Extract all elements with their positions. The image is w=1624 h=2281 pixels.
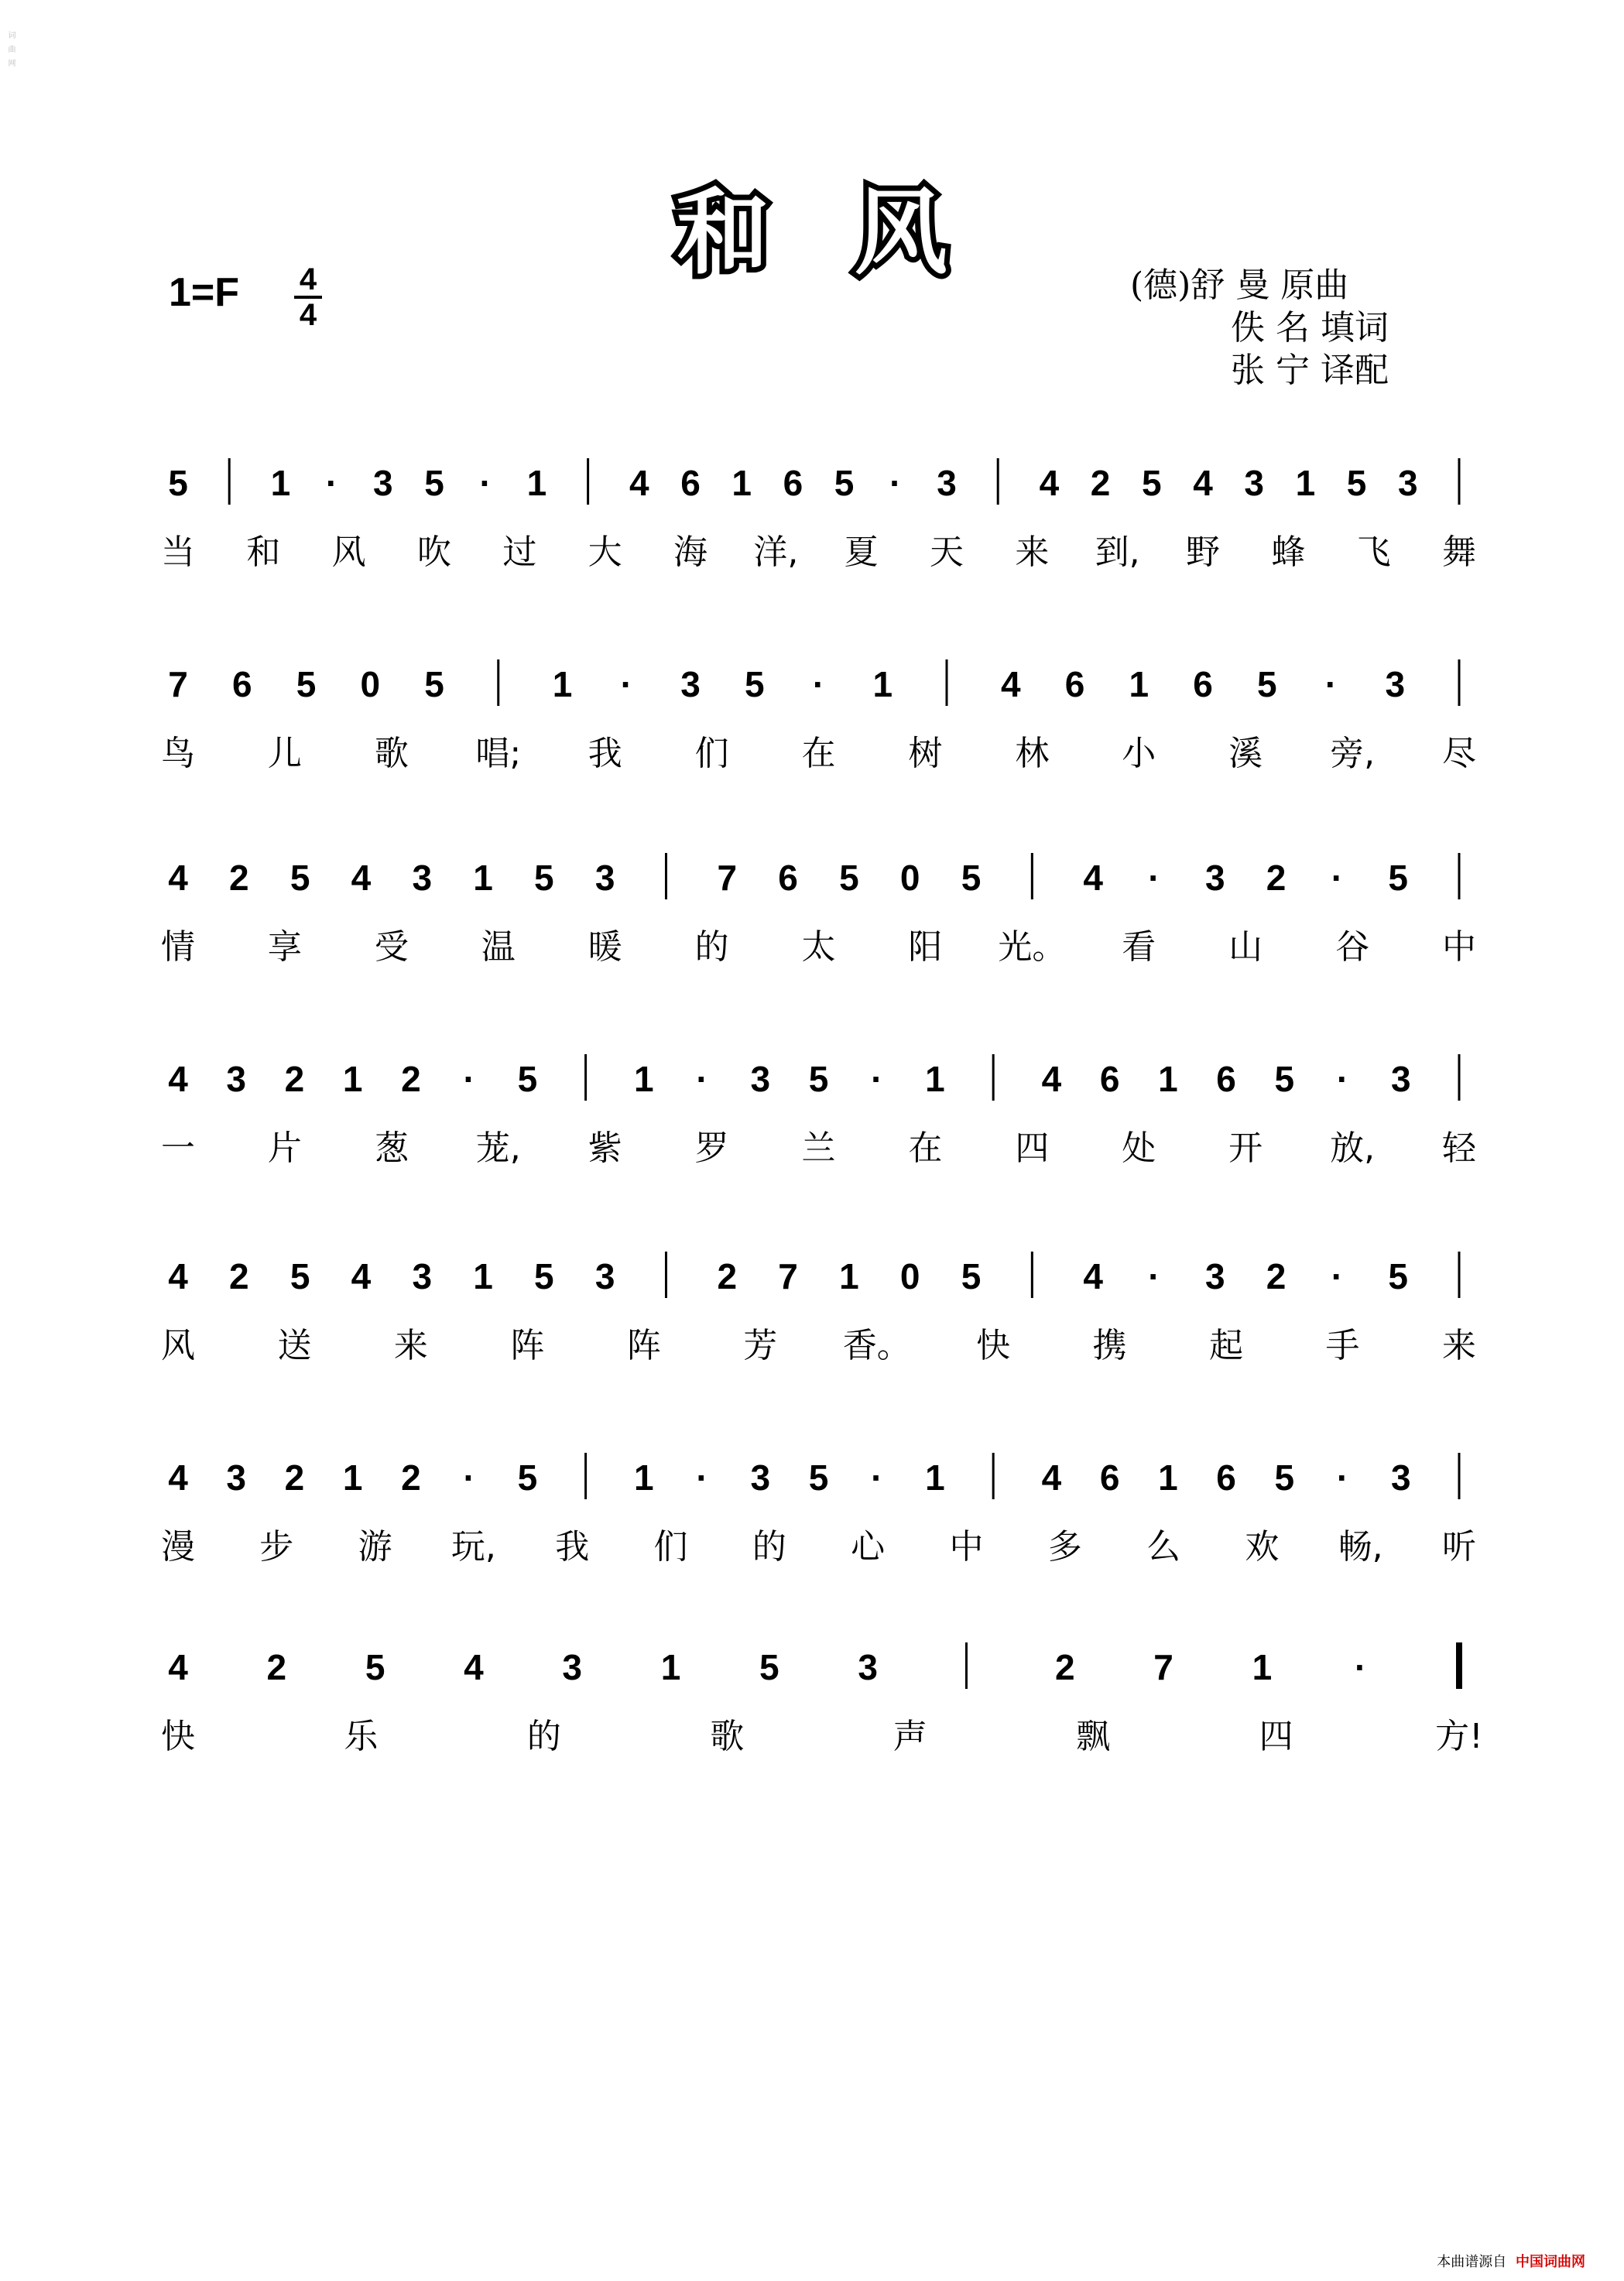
dot-mark: · <box>463 1059 475 1099</box>
note: 5 <box>1142 463 1162 503</box>
note: 6 <box>680 463 701 503</box>
lyric: 温 <box>481 927 516 967</box>
note: 6 <box>231 664 252 704</box>
lyric: 蜂 <box>1271 533 1306 572</box>
page-title: 和风 <box>677 180 1033 287</box>
note: 5 <box>365 1647 385 1687</box>
note: 5 <box>424 463 444 503</box>
lyric: 情 <box>161 927 195 967</box>
lyric: 阵 <box>510 1326 545 1365</box>
dot-mark: · <box>1331 1256 1344 1296</box>
note: 1 <box>1252 1647 1273 1687</box>
note: 2 <box>1266 858 1287 898</box>
lyric: 携 <box>1092 1326 1127 1365</box>
note: 3 <box>1385 664 1406 704</box>
note: 5 <box>534 1256 554 1296</box>
note: 3 <box>937 463 957 503</box>
lyric: 大 <box>588 533 622 572</box>
lyric: 受 <box>374 927 409 967</box>
note: 7 <box>1153 1647 1173 1687</box>
lyric: 飞 <box>1356 533 1391 572</box>
note: 4 <box>168 1457 188 1498</box>
note: 3 <box>226 1059 247 1099</box>
lyric: 风 <box>161 1326 195 1365</box>
dot-mark: · <box>889 463 902 503</box>
note: 1 <box>526 463 547 503</box>
dot-mark: · <box>871 1059 883 1099</box>
lyric: 手 <box>1325 1326 1360 1365</box>
lyric: 紫 <box>588 1129 622 1168</box>
lyric: 歌 <box>710 1717 745 1756</box>
lyric: 多 <box>1047 1527 1082 1567</box>
note: 7 <box>168 664 188 704</box>
note: 5 <box>424 664 444 704</box>
note: 1 <box>342 1059 363 1099</box>
note: 1 <box>634 1059 654 1099</box>
lyric: 送 <box>277 1326 312 1365</box>
dot-mark: · <box>1148 1256 1160 1296</box>
lyric: 么 <box>1146 1527 1181 1567</box>
lyric: 夏 <box>844 533 879 572</box>
lyric: 快 <box>976 1326 1011 1365</box>
source-stamp <box>1432 2251 1585 2271</box>
lyric: 我 <box>588 734 622 773</box>
note: 4 <box>168 858 188 898</box>
lyric: 歌 <box>374 734 409 773</box>
lyric: 放, <box>1330 1129 1376 1168</box>
note: 3 <box>750 1457 771 1498</box>
lyric: 林 <box>1015 734 1050 773</box>
note: 5 <box>839 858 859 898</box>
lyric: 游 <box>358 1527 392 1567</box>
note: 3 <box>412 858 433 898</box>
dot-mark: · <box>812 664 825 704</box>
note: 4 <box>351 1256 372 1296</box>
source-note: 本曲谱源自 <box>1437 2254 1507 2270</box>
note: 2 <box>1266 1256 1287 1296</box>
note: 5 <box>290 858 310 898</box>
lyric: 飘 <box>1076 1717 1111 1756</box>
note: 6 <box>778 858 798 898</box>
note: 4 <box>1000 664 1021 704</box>
lyric: 们 <box>694 734 729 773</box>
note: 1 <box>1295 463 1316 503</box>
note: 4 <box>168 1059 188 1099</box>
lyric: 和 <box>246 533 281 572</box>
note: 2 <box>229 858 249 898</box>
note: 5 <box>1274 1059 1295 1099</box>
lyric: 中 <box>949 1527 984 1567</box>
source-site: 中国词曲网 <box>1516 2254 1585 2270</box>
lyric: 享 <box>267 927 302 967</box>
note: 5 <box>290 1256 310 1296</box>
note: 5 <box>517 1457 538 1498</box>
note: 5 <box>1274 1457 1295 1498</box>
note: 6 <box>1216 1059 1236 1099</box>
dot-mark: · <box>1355 1647 1367 1687</box>
lyric: 光。 <box>998 927 1067 967</box>
lyric: 看 <box>1122 927 1156 967</box>
note: 3 <box>1390 1457 1411 1498</box>
lyric: 暖 <box>588 927 622 967</box>
note: 5 <box>961 858 982 898</box>
lyric: 的 <box>526 1717 561 1756</box>
lyric: 声 <box>893 1717 927 1756</box>
note: 6 <box>1099 1059 1120 1099</box>
note: 5 <box>961 1256 982 1296</box>
credit-composer: (德)舒 曼 原曲 <box>1130 265 1349 305</box>
note: 5 <box>1388 1256 1408 1296</box>
note: 6 <box>783 463 803 503</box>
lyric: 溪 <box>1228 734 1263 773</box>
lyric: 开 <box>1228 1129 1263 1168</box>
note: 4 <box>629 463 649 503</box>
dot-mark: · <box>1336 1457 1349 1498</box>
lyric: 风 <box>331 533 366 572</box>
lyric: 兰 <box>801 1129 836 1168</box>
note: 7 <box>778 1256 798 1296</box>
note: 6 <box>1193 664 1213 704</box>
lyric: 树 <box>908 734 943 773</box>
note: 1 <box>839 1256 859 1296</box>
note: 2 <box>284 1457 305 1498</box>
lyric: 小 <box>1122 734 1156 773</box>
note: 1 <box>270 463 291 503</box>
lyric: 来 <box>393 1326 428 1365</box>
lyric: 葱 <box>374 1129 409 1168</box>
note: 0 <box>899 858 920 898</box>
lyric: 茏, <box>475 1129 521 1168</box>
note: 4 <box>168 1256 188 1296</box>
note: 3 <box>1204 858 1225 898</box>
note: 6 <box>1064 664 1085 704</box>
lyric: 尽 <box>1442 734 1476 773</box>
lyric: 舞 <box>1442 533 1476 572</box>
note: 3 <box>858 1647 878 1687</box>
time-signature-top: 4 <box>299 262 317 296</box>
note: 3 <box>1398 463 1418 503</box>
note: 2 <box>1054 1647 1075 1687</box>
note: 1 <box>731 463 752 503</box>
note: 1 <box>473 1256 493 1296</box>
note: 4 <box>1039 463 1060 503</box>
dot-mark: · <box>1148 858 1160 898</box>
note: 5 <box>759 1647 779 1687</box>
lyric: 中 <box>1442 927 1476 967</box>
note: 3 <box>594 858 615 898</box>
lyric: 畅, <box>1338 1527 1383 1567</box>
note: 3 <box>1204 1256 1225 1296</box>
note: 3 <box>562 1647 583 1687</box>
note: 1 <box>925 1059 945 1099</box>
dot-mark: · <box>696 1059 708 1099</box>
dot-mark: · <box>1331 858 1344 898</box>
dot-mark: · <box>479 463 492 503</box>
note: 2 <box>1090 463 1111 503</box>
lyric: 四 <box>1015 1129 1050 1168</box>
lyric: 步 <box>259 1527 294 1567</box>
lyric: 来 <box>1442 1326 1476 1365</box>
credit-lyricist: 佚 名 填词 <box>1231 308 1389 348</box>
note: 1 <box>1158 1059 1178 1099</box>
lyric: 一 <box>161 1129 195 1168</box>
note: 2 <box>266 1647 287 1687</box>
note: 5 <box>808 1457 829 1498</box>
note: 6 <box>1099 1457 1120 1498</box>
lyric: 起 <box>1209 1326 1244 1365</box>
note: 1 <box>552 664 573 704</box>
lyric: 的 <box>694 927 729 967</box>
note: 3 <box>226 1457 247 1498</box>
note: 5 <box>296 664 317 704</box>
note: 5 <box>517 1059 538 1099</box>
lyric: 谷 <box>1335 927 1370 967</box>
lyric: 在 <box>801 734 836 773</box>
note: 5 <box>168 463 188 503</box>
lyric: 心 <box>851 1527 886 1567</box>
note: 2 <box>401 1059 421 1099</box>
note: 7 <box>717 858 738 898</box>
lyric: 野 <box>1186 533 1220 572</box>
note: 1 <box>1158 1457 1178 1498</box>
lyric: 山 <box>1228 927 1263 967</box>
lyric: 快 <box>161 1717 195 1756</box>
note: 5 <box>834 463 855 503</box>
lyric: 香。 <box>842 1326 911 1365</box>
key-signature: 1=F <box>169 270 240 315</box>
lyric: 听 <box>1442 1527 1476 1567</box>
note: 3 <box>412 1256 433 1296</box>
lyric: 乐 <box>344 1717 379 1756</box>
lyric: 处 <box>1122 1129 1156 1168</box>
note: 2 <box>717 1256 738 1296</box>
lyric: 到, <box>1095 533 1140 572</box>
note: 5 <box>1388 858 1408 898</box>
watermark: 词曲网 <box>6 31 15 73</box>
note: 3 <box>1244 463 1264 503</box>
note: 3 <box>1390 1059 1411 1099</box>
lyric: 海 <box>673 533 708 572</box>
lyric: 的 <box>752 1527 786 1567</box>
note: 4 <box>1041 1457 1062 1498</box>
note: 1 <box>634 1457 654 1498</box>
lyric: 来 <box>1015 533 1050 572</box>
note: 4 <box>351 858 372 898</box>
lyric: 鸟 <box>161 734 195 773</box>
lyric: 当 <box>161 533 195 572</box>
note: 3 <box>373 463 393 503</box>
note: 3 <box>594 1256 615 1296</box>
note: 2 <box>401 1457 421 1498</box>
dot-mark: · <box>325 463 338 503</box>
note: 4 <box>168 1647 188 1687</box>
lyric: 阳 <box>908 927 943 967</box>
lyric: 旁, <box>1330 734 1376 773</box>
lyric: 片 <box>267 1129 302 1168</box>
note: 4 <box>464 1647 484 1687</box>
note: 1 <box>872 664 893 704</box>
note: 1 <box>660 1647 681 1687</box>
lyric: 我 <box>555 1527 590 1567</box>
dot-mark: · <box>1336 1059 1349 1099</box>
note: 5 <box>744 664 765 704</box>
lyric: 吹 <box>417 533 451 572</box>
note: 4 <box>1083 1256 1103 1296</box>
lyric: 欢 <box>1245 1527 1280 1567</box>
note: 4 <box>1083 858 1103 898</box>
lyric: 四 <box>1259 1717 1293 1756</box>
note: 0 <box>360 664 381 704</box>
note: 5 <box>808 1059 829 1099</box>
lyric: 罗 <box>694 1129 729 1168</box>
lyric: 唱; <box>475 734 522 773</box>
note: 1 <box>342 1457 363 1498</box>
lyric: 太 <box>801 927 836 967</box>
note: 5 <box>534 858 554 898</box>
note: 3 <box>680 664 701 704</box>
lyric: 天 <box>930 533 964 572</box>
time-signature-bottom: 4 <box>299 298 317 332</box>
dot-mark: · <box>1324 664 1338 704</box>
note: 5 <box>1346 463 1367 503</box>
note: 1 <box>473 858 493 898</box>
credit-arranger: 张 宁 译配 <box>1231 351 1389 390</box>
lyric: 轻 <box>1442 1129 1476 1168</box>
note: 1 <box>925 1457 945 1498</box>
lyric: 洋, <box>753 533 799 572</box>
note: 4 <box>1193 463 1213 503</box>
note: 3 <box>750 1059 771 1099</box>
note: 0 <box>899 1256 920 1296</box>
lyric: 漫 <box>161 1527 195 1567</box>
note: 2 <box>229 1256 249 1296</box>
lyric: 方! <box>1435 1717 1483 1756</box>
dot-mark: · <box>871 1457 883 1498</box>
note: 1 <box>1129 664 1149 704</box>
lyric: 芳 <box>743 1326 778 1365</box>
lyric: 们 <box>653 1527 688 1567</box>
note: 2 <box>284 1059 305 1099</box>
lyric: 儿 <box>267 734 302 773</box>
note: 6 <box>1216 1457 1236 1498</box>
lyric: 在 <box>908 1129 943 1168</box>
note: 5 <box>1256 664 1277 704</box>
lyric: 阵 <box>626 1326 661 1365</box>
dot-mark: · <box>463 1457 475 1498</box>
lyric: 玩, <box>451 1527 496 1567</box>
lyric: 过 <box>502 533 537 572</box>
dot-mark: · <box>696 1457 708 1498</box>
note: 4 <box>1041 1059 1062 1099</box>
dot-mark: · <box>620 664 632 704</box>
